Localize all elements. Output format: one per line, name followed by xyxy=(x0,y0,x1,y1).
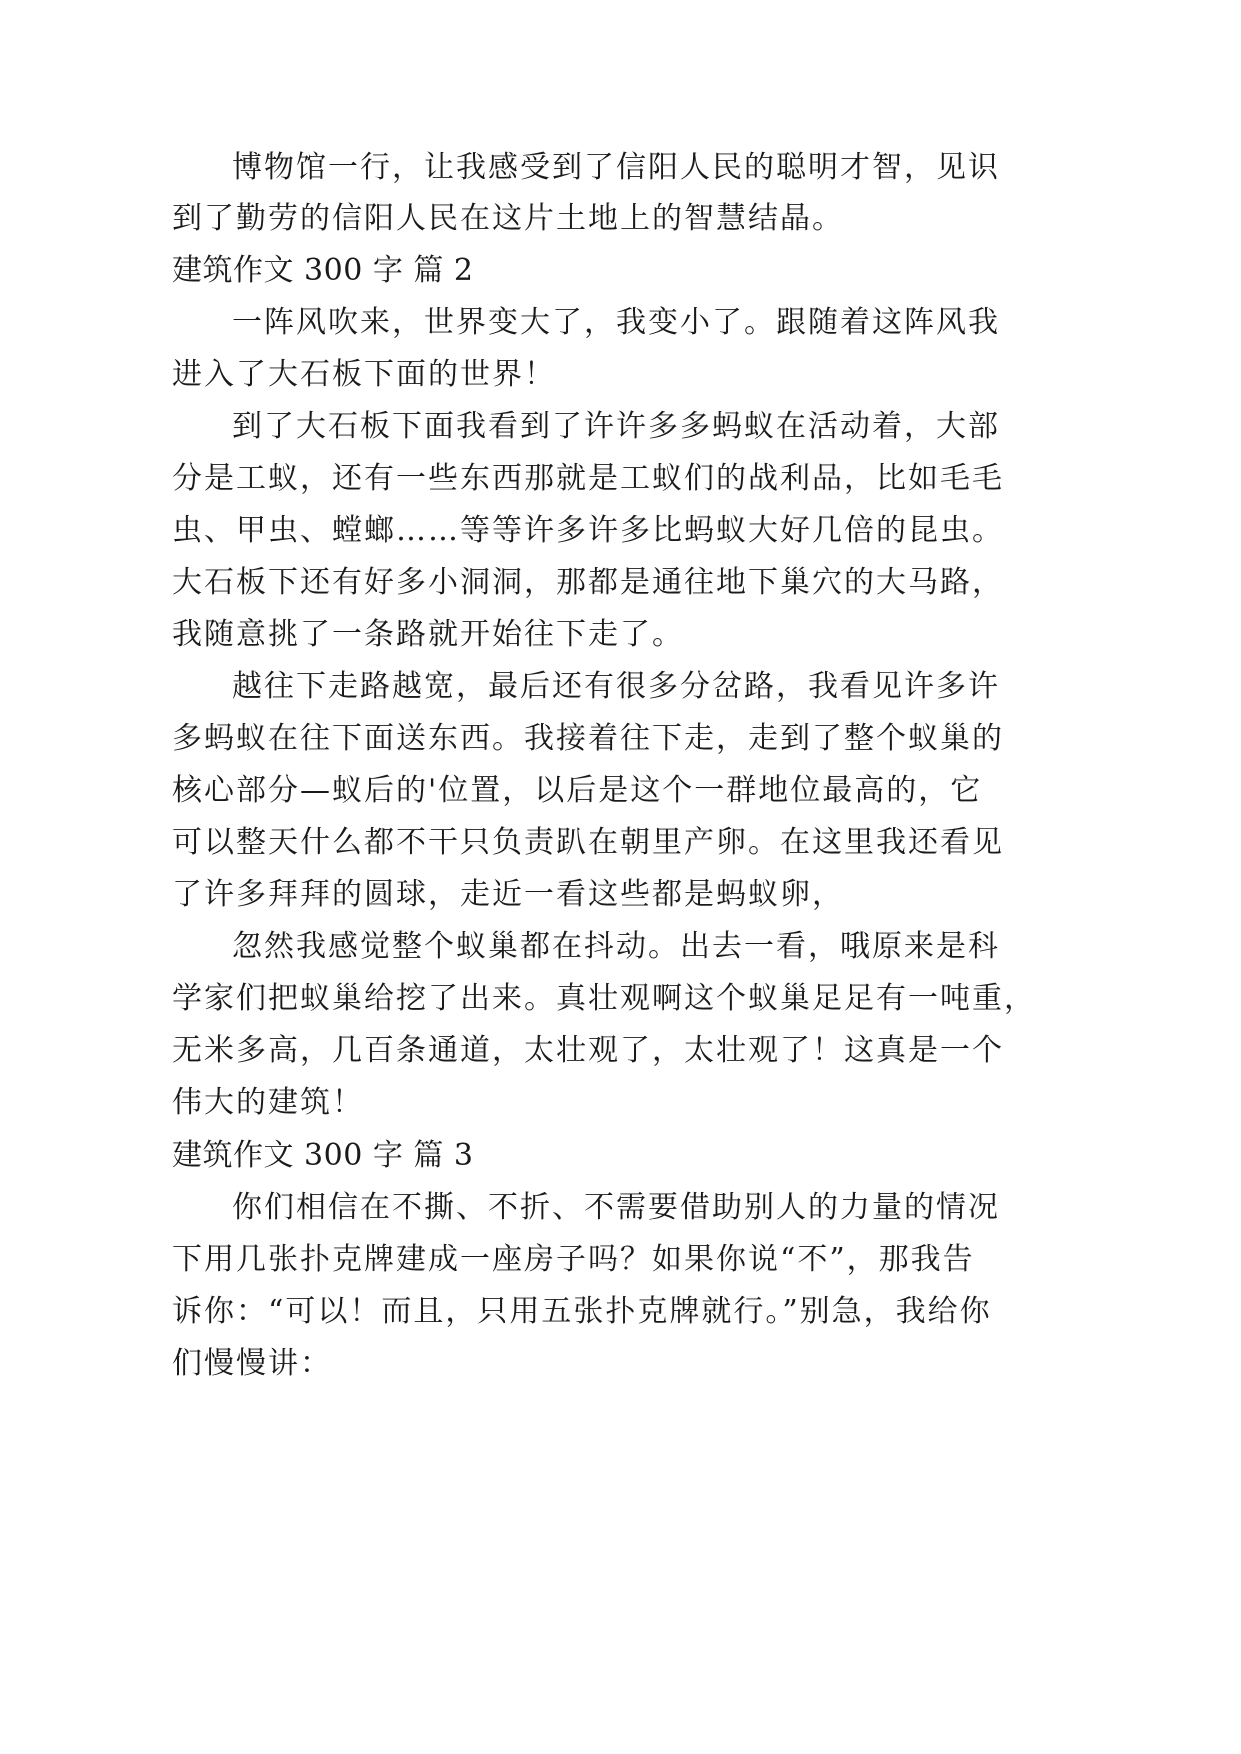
paragraph-line: 可以整天什么都不干只负责趴在朝里产卵。在这里我还看见 xyxy=(172,825,1004,860)
paragraph-line: 博物馆一行，让我感受到了信阳人民的聪明才智，见识 xyxy=(232,150,1000,185)
section-heading-2: 建筑作文 300 字 篇 2 xyxy=(172,253,474,288)
paragraph-line: 们慢慢讲： xyxy=(172,1346,332,1381)
paragraph-line: 核心部分—蚁后的'位置，以后是这个一群地位最高的，它 xyxy=(172,773,983,808)
paragraph-line: 你们相信在不撕、不折、不需要借助别人的力量的情况 xyxy=(232,1190,1000,1225)
paragraph-line: 了许多拜拜的圆球，走近一看这些都是蚂蚁卵， xyxy=(172,877,844,912)
paragraph-line: 伟大的建筑！ xyxy=(172,1085,364,1120)
paragraph-line: 下用几张扑克牌建成一座房子吗？如果你说“不”，那我告 xyxy=(172,1242,975,1277)
paragraph-line: 学家们把蚁巢给挖了出来。真壮观啊这个蚁巢足足有一吨重， xyxy=(172,981,1036,1016)
paragraph-line: 我随意挑了一条路就开始往下走了。 xyxy=(172,617,684,652)
paragraph-line: 诉你：“可以！而且，只用五张扑克牌就行。”别急，我给你 xyxy=(172,1294,992,1329)
paragraph-line: 越往下走路越宽，最后还有很多分岔路，我看见许多许 xyxy=(232,669,1000,704)
paragraph-line: 忽然我感觉整个蚁巢都在抖动。出去一看，哦原来是科 xyxy=(232,929,1000,964)
paragraph-line: 多蚂蚁在往下面送东西。我接着往下走，走到了整个蚁巢的 xyxy=(172,721,1004,756)
paragraph-line: 进入了大石板下面的世界！ xyxy=(172,357,556,392)
paragraph-line: 到了勤劳的信阳人民在这片土地上的智慧结晶。 xyxy=(172,201,844,236)
section-heading-3: 建筑作文 300 字 篇 3 xyxy=(172,1138,474,1173)
paragraph-line: 无米多高，几百条通道，太壮观了，太壮观了！这真是一个 xyxy=(172,1033,1004,1068)
paragraph-line: 大石板下还有好多小洞洞，那都是通往地下巢穴的大马路， xyxy=(172,565,1004,600)
paragraph-line: 到了大石板下面我看到了许许多多蚂蚁在活动着，大部 xyxy=(232,409,1000,444)
paragraph-line: 一阵风吹来，世界变大了，我变小了。跟随着这阵风我 xyxy=(232,305,1000,340)
paragraph-line: 虫、甲虫、螳螂……等等许多许多比蚂蚁大好几倍的昆虫。 xyxy=(172,513,1004,548)
paragraph-line: 分是工蚁，还有一些东西那就是工蚁们的战利品，比如毛毛 xyxy=(172,461,1004,496)
